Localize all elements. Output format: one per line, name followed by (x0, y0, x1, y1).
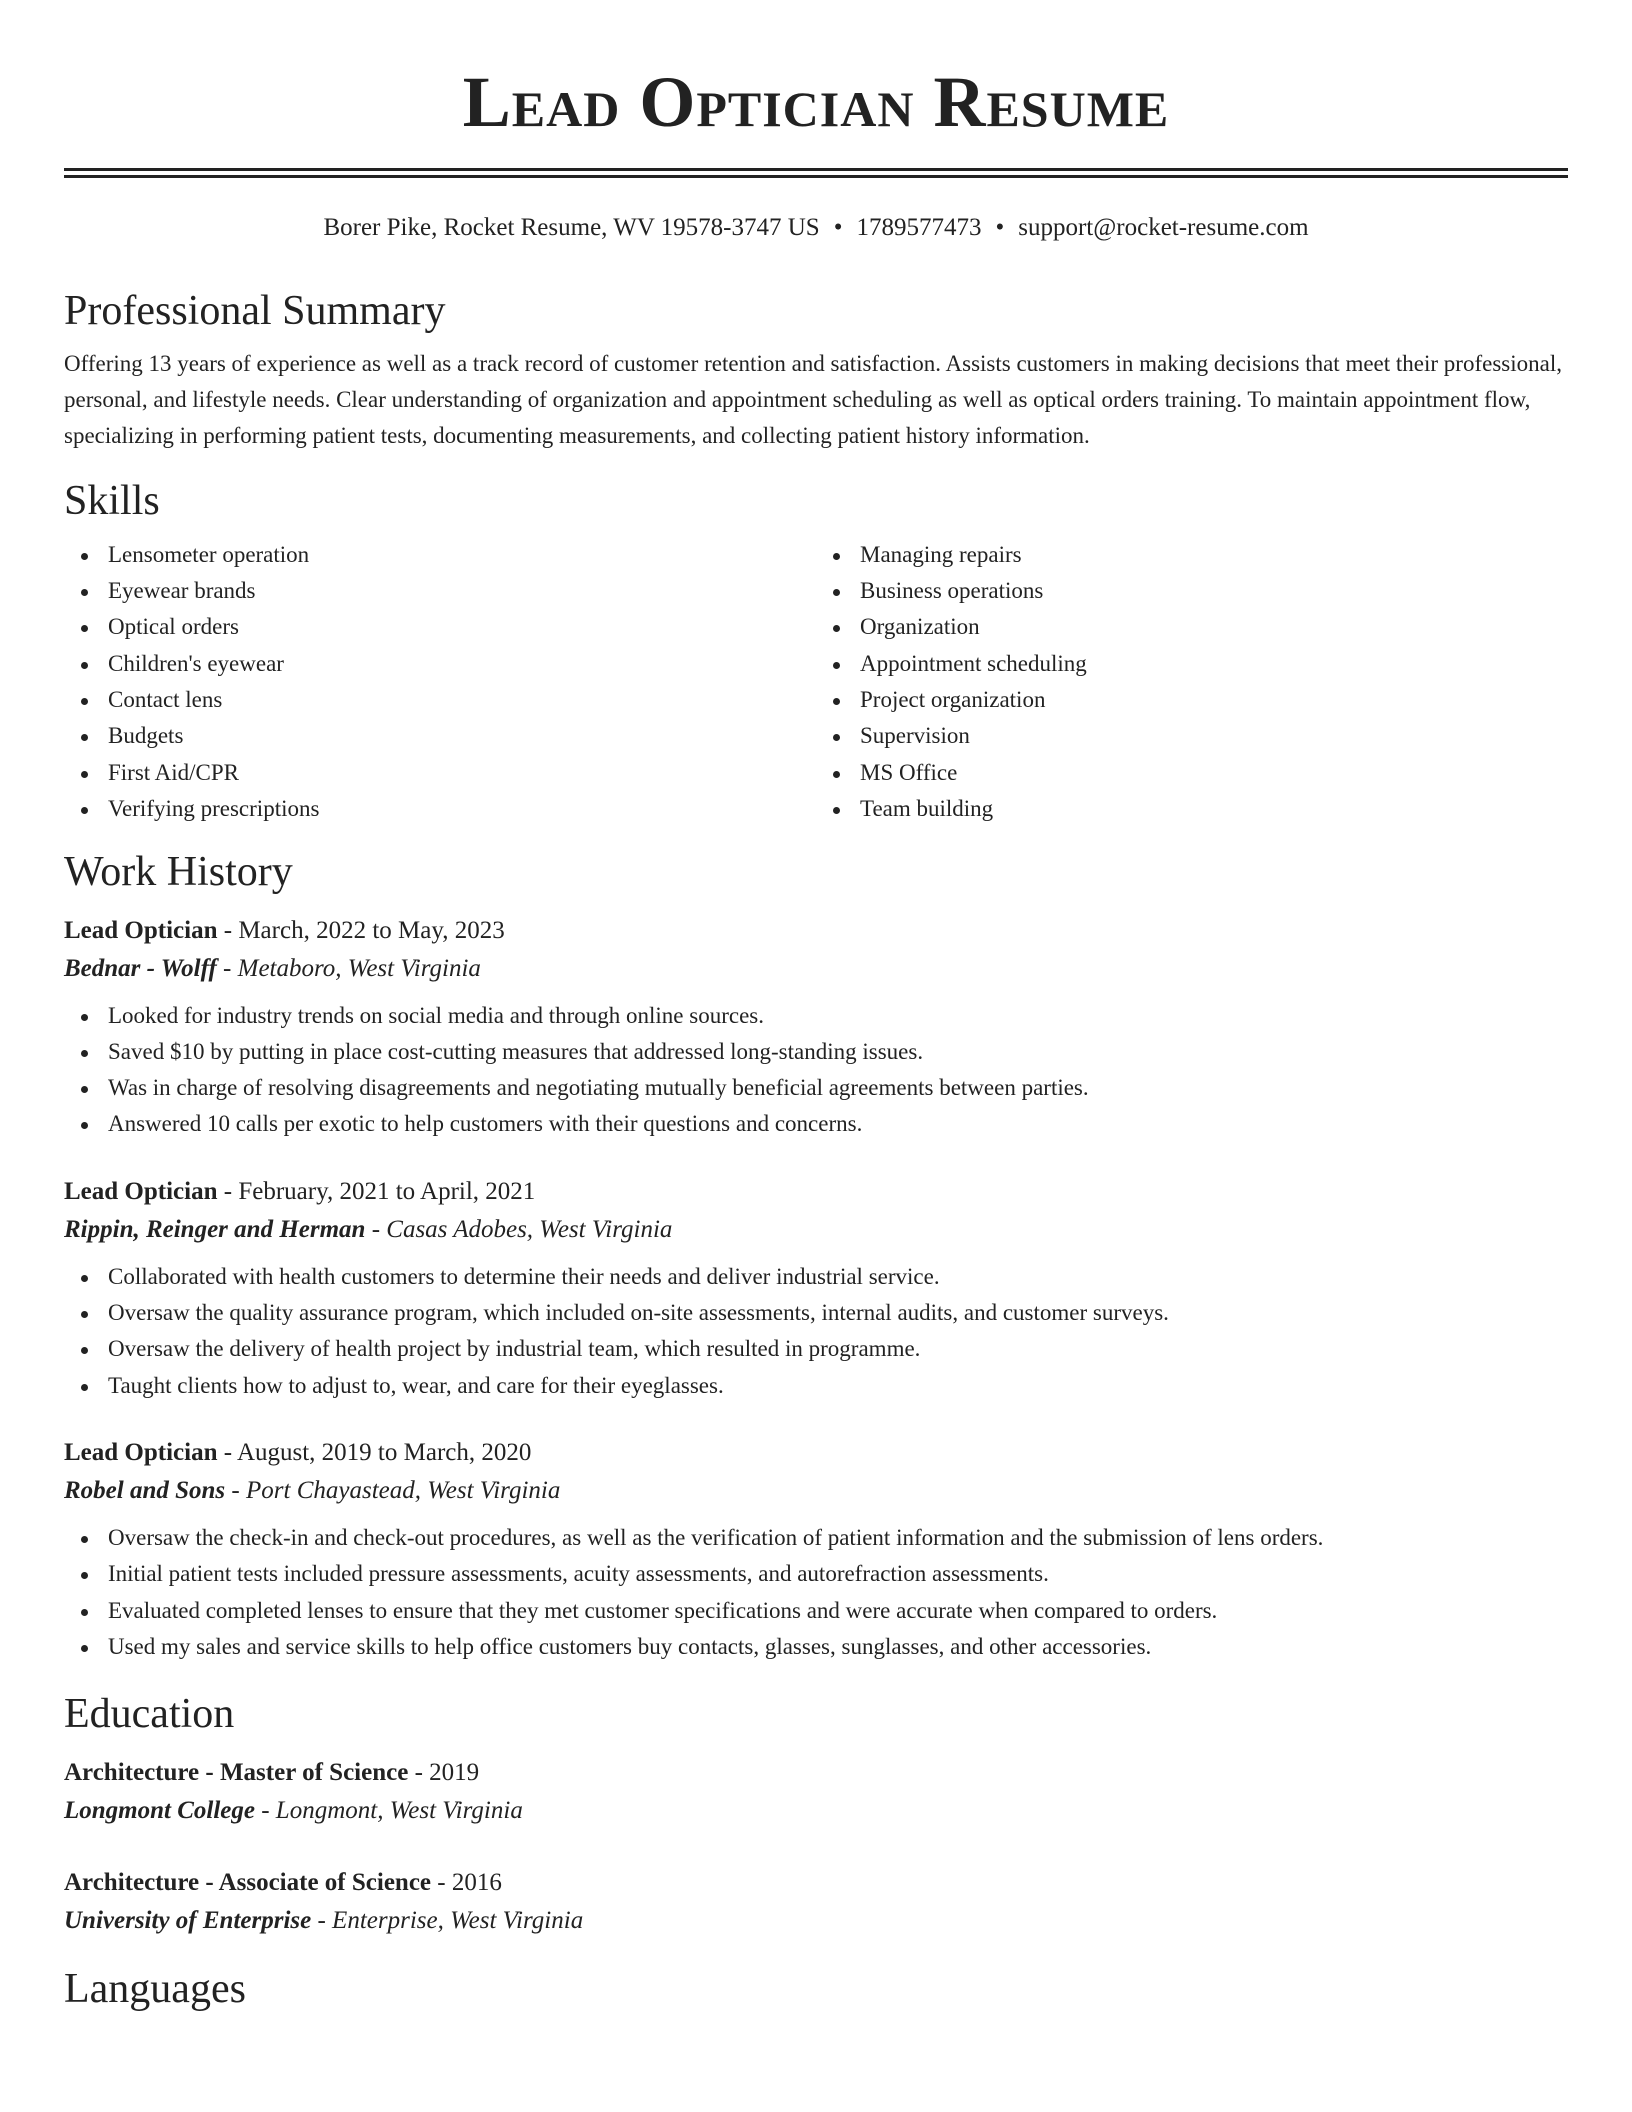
education-heading: Education (64, 1691, 235, 1738)
school-line (64, 1792, 1568, 1830)
job-bullet: Was in charge of resolving disagreements and negotiating mutually beneficial agreements between parties. (64, 1070, 1568, 1106)
languages-section (64, 1964, 1568, 2014)
job-bullet: Collaborated with health customers to determine their needs and deliver industrial service. (64, 1259, 1568, 1295)
school-location: - Enterprise, West Virginia (311, 1906, 584, 1934)
job-title: Lead Optician (64, 1438, 218, 1466)
job-location: - Port Chayastead, West Virginia (225, 1476, 561, 1504)
school-line (64, 1902, 1568, 1940)
contact-email[interactable]: support@rocket-resume.com (1018, 214, 1309, 241)
job-title: Lead Optician (64, 1177, 218, 1205)
skill-item: Managing repairs (816, 537, 1568, 573)
job-company: Bednar - Wolff (64, 954, 217, 982)
degree-name: Architecture - Associate of Science (64, 1868, 432, 1896)
skills-left-list (64, 537, 816, 827)
school-name: University of Enterprise (64, 1906, 312, 1934)
job-bullet: Initial patient tests included pressure assessments, acuity assessments, and autorefraction assessments. (64, 1556, 1568, 1592)
work-history-section (64, 847, 1568, 1665)
skills-right-list (816, 537, 1568, 827)
job-title-line (64, 912, 1568, 950)
job-company: Robel and Sons (64, 1476, 226, 1504)
skills-columns (64, 537, 1568, 827)
job-bullet: Answered 10 calls per exotic to help customers with their questions and concerns. (64, 1106, 1568, 1142)
job-bullet: Used my sales and service skills to help office customers buy contacts, glasses, sunglasses, and other accessories. (64, 1629, 1568, 1665)
job-title-line (64, 1173, 1568, 1211)
job-bullet: Saved $10 by putting in place cost-cutting measures that addressed long-standing issues. (64, 1034, 1568, 1070)
school-name: Longmont College (64, 1796, 255, 1824)
skills-section (64, 476, 1568, 827)
job-bullet: Taught clients how to adjust to, wear, and care for their eyeglasses. (64, 1368, 1568, 1404)
job-location: - Metaboro, West Virginia (216, 954, 481, 982)
summary-section (64, 286, 1568, 454)
job-title: Lead Optician (64, 916, 218, 944)
job-entry (64, 1173, 1568, 1404)
summary-text: Offering 13 years of experience as well as a track record of customer retention and satisfaction. Assists customers in making decisions that meet their professional, personal, and lifestyle needs. Clear understanding of organization and appointment scheduling as well as optical orders training. To maintain appointment flow, specializing in performing patient tests, documenting measurements, and collecting patient history information. (64, 351, 1562, 449)
job-bullet: Oversaw the check-in and check-out procedures, as well as the verification of patient information and the submission of lens orders. (64, 1520, 1568, 1556)
skill-item: Lensometer operation (64, 537, 816, 573)
skill-item: MS Office (816, 755, 1568, 791)
education-entry (64, 1864, 1568, 1940)
job-dates: - August, 2019 to March, 2020 (217, 1438, 532, 1466)
job-location: - Casas Adobes, West Virginia (365, 1215, 673, 1243)
skill-item: Optical orders (64, 609, 816, 645)
education-section (64, 1689, 1568, 1939)
skill-item: Supervision (816, 718, 1568, 754)
work-history-heading: Work History (64, 849, 293, 896)
skills-heading: Skills (64, 478, 160, 525)
job-bullets (64, 1259, 1568, 1404)
job-bullet: Evaluated completed lenses to ensure that they met customer specifications and were accurate when compared to orders. (64, 1593, 1568, 1629)
job-title-line (64, 1434, 1568, 1472)
degree-year: - 2019 (408, 1758, 480, 1786)
degree-name: Architecture - Master of Science (64, 1758, 409, 1786)
languages-heading: Languages (64, 1965, 246, 2012)
school-location: - Longmont, West Virginia (254, 1796, 523, 1824)
job-dates: - March, 2022 to May, 2023 (217, 916, 505, 944)
skill-item: Eyewear brands (64, 573, 816, 609)
skill-item: Contact lens (64, 682, 816, 718)
skill-item: Budgets (64, 718, 816, 754)
skill-item: Business operations (816, 573, 1568, 609)
job-bullets (64, 1520, 1568, 1665)
degree-line (64, 1754, 1568, 1792)
skill-item: Project organization (816, 682, 1568, 718)
title-divider (64, 168, 1568, 178)
skill-item: Team building (816, 791, 1568, 827)
job-dates: - February, 2021 to April, 2021 (217, 1177, 536, 1205)
degree-line (64, 1864, 1568, 1902)
summary-heading: Professional Summary (64, 288, 446, 334)
contact-line (64, 214, 1568, 254)
skill-item: First Aid/CPR (64, 755, 816, 791)
skill-item: Verifying prescriptions (64, 791, 816, 827)
skill-item: Appointment scheduling (816, 646, 1568, 682)
skill-item: Organization (816, 609, 1568, 645)
education-entry (64, 1754, 1568, 1830)
resume-title: Lead Optician Resume (462, 62, 1170, 142)
contact-separator: • (995, 214, 1005, 241)
contact-phone[interactable]: 1789577473 (856, 214, 982, 241)
job-company-line (64, 1472, 1568, 1510)
job-bullet: Oversaw the delivery of health project by industrial team, which resulted in programme. (64, 1331, 1568, 1367)
skill-item: Children's eyewear (64, 646, 816, 682)
job-bullet: Oversaw the quality assurance program, which included on-site assessments, internal audits, and customer surveys. (64, 1295, 1568, 1331)
job-company-line (64, 950, 1568, 988)
job-company: Rippin, Reinger and Herman (64, 1215, 366, 1243)
job-bullet: Looked for industry trends on social media and through online sources. (64, 998, 1568, 1034)
degree-year: - 2016 (431, 1868, 502, 1896)
job-entry (64, 1434, 1568, 1665)
contact-separator: • (833, 214, 843, 241)
job-bullets (64, 998, 1568, 1143)
job-entry (64, 912, 1568, 1143)
job-company-line (64, 1211, 1568, 1249)
contact-address: Borer Pike, Rocket Resume, WV 19578-3747 US (323, 214, 820, 241)
